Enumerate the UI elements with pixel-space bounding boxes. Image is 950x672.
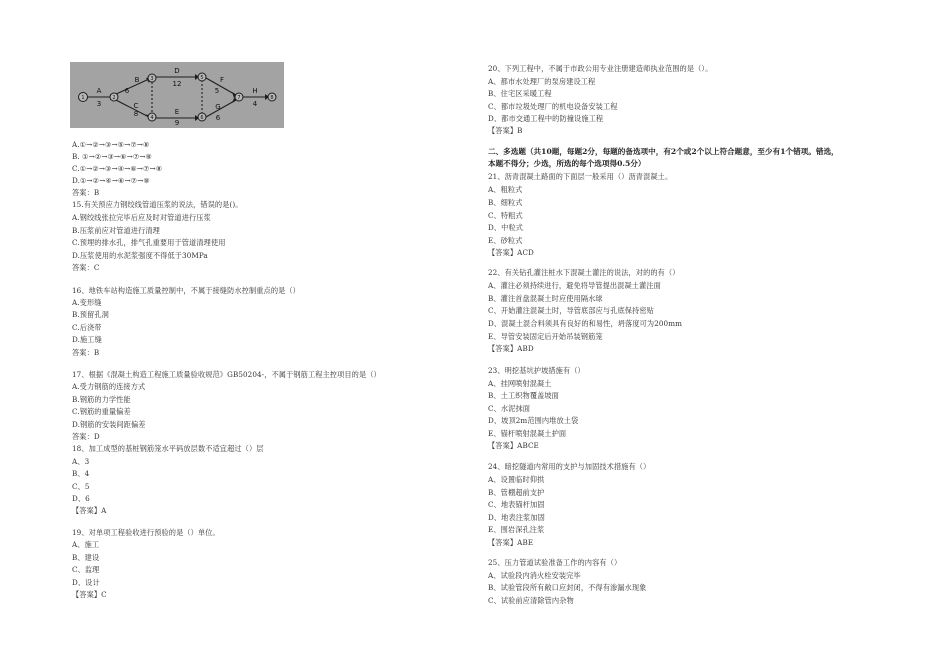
q19-option-c: C、监理 [72,565,100,574]
q24-answer: 【答案】ABE [488,538,534,547]
q19-answer: 【答案】C [72,590,107,599]
activity-F: F [219,76,225,84]
q22-option-a: A、灌注必须持续进行，避免将导管提出混凝土灌注面 [488,281,661,290]
q16-option-d: D.施工缝 [72,335,102,344]
q22-option-b: B、灌注首盘混凝土时应使用隔水球 [488,294,603,303]
q25-option-a: A、试验段内消火栓安装完毕 [488,571,581,580]
q18-stem: 18、加工成型的基桩钢筋笼水平码放层数不适宜超过（）层 [72,444,264,453]
q15-option-d: D.压浆使用的水泥浆强度不得低于30MPa [72,251,208,260]
q16-option-a: A.变形缝 [72,298,102,307]
q22-option-e: E、导管安装固定后开始吊装钢筋笼 [488,332,603,341]
q23-option-e: E、锚杆喷射混凝土护面 [488,429,567,438]
node-label-1: 1 [81,95,85,101]
q25-stem: 25、压力管道试验准备工作的内容有（） [488,558,622,567]
activity-G-duration: 6 [215,114,221,122]
q14-option-d: D.①→②→④→⑥→⑦→⑧ [72,176,150,185]
q15-stem: 15.有关预应力钢绞线管道压浆的说法，错误的是()。 [72,200,243,209]
q15-option-a: A.钢绞线张拉完毕后应及时对管道进行压浆 [72,213,211,222]
q14-option-a: A.①→②→③→⑤→⑦→⑧ [72,140,150,149]
q18-option-d: D、6 [72,494,90,503]
q21-option-a: A、粗粒式 [488,185,523,194]
activity-E: E [174,108,180,116]
node-label-8: 8 [270,95,274,101]
q21-option-c: C、特粗式 [488,211,523,220]
q19-option-b: B、建设 [72,553,100,562]
node-label-5: 5 [200,75,204,81]
section-heading-line-1: 二、多选题（共10题，每题2分，每题的备选项中，有2个或2个以上符合题意，至少有1个错项。错选， [488,147,839,156]
q22-option-d: D、混凝土混合料须具有良好的和易性，坍落度可为200mm [488,319,683,328]
section-heading-line-2: 本题不得分；少选，所选的每个选项得0.5分） [488,159,646,168]
q18-option-b: B、4 [72,469,90,478]
activity-G: G [215,103,221,111]
activity-B-duration: 6 [124,87,130,95]
node-label-2: 2 [112,95,116,101]
q17-stem: 17、根据《混凝土构造工程施工质量验收规范》GB50204-，不属于钢筋工程主控项目的是（） [72,370,381,379]
q19-stem: 19、对单项工程验收进行预验的是（）单位。 [72,528,220,537]
activity-A-duration: 3 [96,100,102,108]
network-diagram-figure [70,62,284,128]
q20-option-a: A、都市水处理厂的泵房建设工程 [488,77,596,86]
q23-option-b: B、土工织物覆盖坡面 [488,391,559,400]
q21-option-d: D、中粒式 [488,223,524,232]
q20-option-d: D、都市交通工程中的防撞设施工程 [488,114,604,123]
q17-answer: 答案：D [72,432,100,441]
activity-A: A [96,87,102,95]
activity-B: B [134,76,140,84]
q16-stem: 16、地铁车站构造施工质量控制中，不属于接缝防水控制重点的是（） [72,286,300,295]
q17-option-d: D.钢筋的安装间距偏差 [72,420,146,429]
node-label-4: 4 [150,115,154,121]
q25-option-c: C、试验前应清除管内杂物 [488,596,574,605]
q22-stem: 22、有关钻孔灌注桩水下混凝土灌注的说法，对的的有（） [488,268,680,277]
q23-option-d: D、坡顶2m范围内堆放土袋 [488,416,579,425]
q16-option-c: C.后浇带 [72,323,102,332]
q23-answer: 【答案】ABCE [488,441,539,450]
q24-option-c: C、地表锚杆加固 [488,500,545,509]
node-label-3: 3 [150,76,154,82]
q24-option-a: A、设置临时仰拱 [488,475,545,484]
q17-option-c: C.钢筋的重量偏差 [72,407,131,416]
q16-option-b: B.预留孔洞 [72,310,109,319]
q16-answer: 答案：B [72,348,100,357]
activity-F-duration: 5 [214,87,220,95]
q20-option-b: B、住宅区采暖工程 [488,89,552,98]
q14-answer: 答案：B [72,188,100,197]
q24-option-b: B、管棚超前支护 [488,488,545,497]
network-diagram-svg [70,62,284,128]
q21-stem: 21、沥青混凝土路面的下面层一般采用（）沥青混凝土。 [488,172,673,181]
node-label-7: 7 [237,95,241,101]
q20-answer: 【答案】B [488,126,523,135]
q17-option-a: A.受力钢筋的连接方式 [72,382,146,391]
q19-option-a: A、施工 [72,540,100,549]
activity-C: C [133,102,139,110]
q14-option-b: B. ①→②→③→⑥→⑦→⑧ [72,152,153,161]
q15-option-b: B.压浆前应对管道进行清理 [72,226,160,235]
activity-C-duration: 8 [133,110,139,118]
activity-D-duration: 12 [172,80,182,88]
q21-answer: 【答案】ACD [488,248,534,257]
q22-option-c: C、开始灌注混凝土时，导管底部应与孔底保持密贴 [488,306,654,315]
q23-stem: 23、明挖基坑护坡措施有（） [488,366,585,375]
node-label-6: 6 [200,115,204,121]
activity-D: D [174,67,180,75]
q19-option-d: D、设计 [72,578,100,587]
q23-option-a: A、挂网喷射混凝土 [488,379,552,388]
q21-option-e: E、砂粒式 [488,236,523,245]
q20-option-c: C、都市垃圾处理厂的机电设备安装工程 [488,102,618,111]
q22-answer: 【答案】ABD [488,344,534,353]
activity-E-duration: 9 [174,119,180,127]
q18-option-a: A、3 [72,457,90,466]
q17-option-b: B.钢筋的力学性能 [72,395,131,404]
q24-option-d: D、地表注浆加固 [488,513,545,522]
q23-option-c: C、水泥抹面 [488,404,531,413]
q18-option-c: C、5 [72,482,90,491]
q24-option-e: E、围岩深孔注浆 [488,525,545,534]
activity-H: H [252,87,258,95]
q15-option-c: C.预埋的排水孔，排气孔重要用于管道清理使用 [72,238,226,247]
q18-answer: 【答案】A [72,506,107,515]
q15-answer: 答案：C [72,263,100,272]
q20-stem: 20、下列工程中，不属于市政公用专业注册建造师执业范围的是（）。 [488,64,713,73]
q21-option-b: B、细粒式 [488,198,523,207]
q25-option-b: B、试验管段所有敞口应封闭，不得有渗漏水现象 [488,583,647,592]
activity-H-duration: 4 [252,100,258,108]
q24-stem: 24、暗挖隧道内常用的支护与加固技术措施有（） [488,462,651,471]
q14-option-c: C.①→②→③→④→⑥→⑦→⑧ [72,164,163,173]
